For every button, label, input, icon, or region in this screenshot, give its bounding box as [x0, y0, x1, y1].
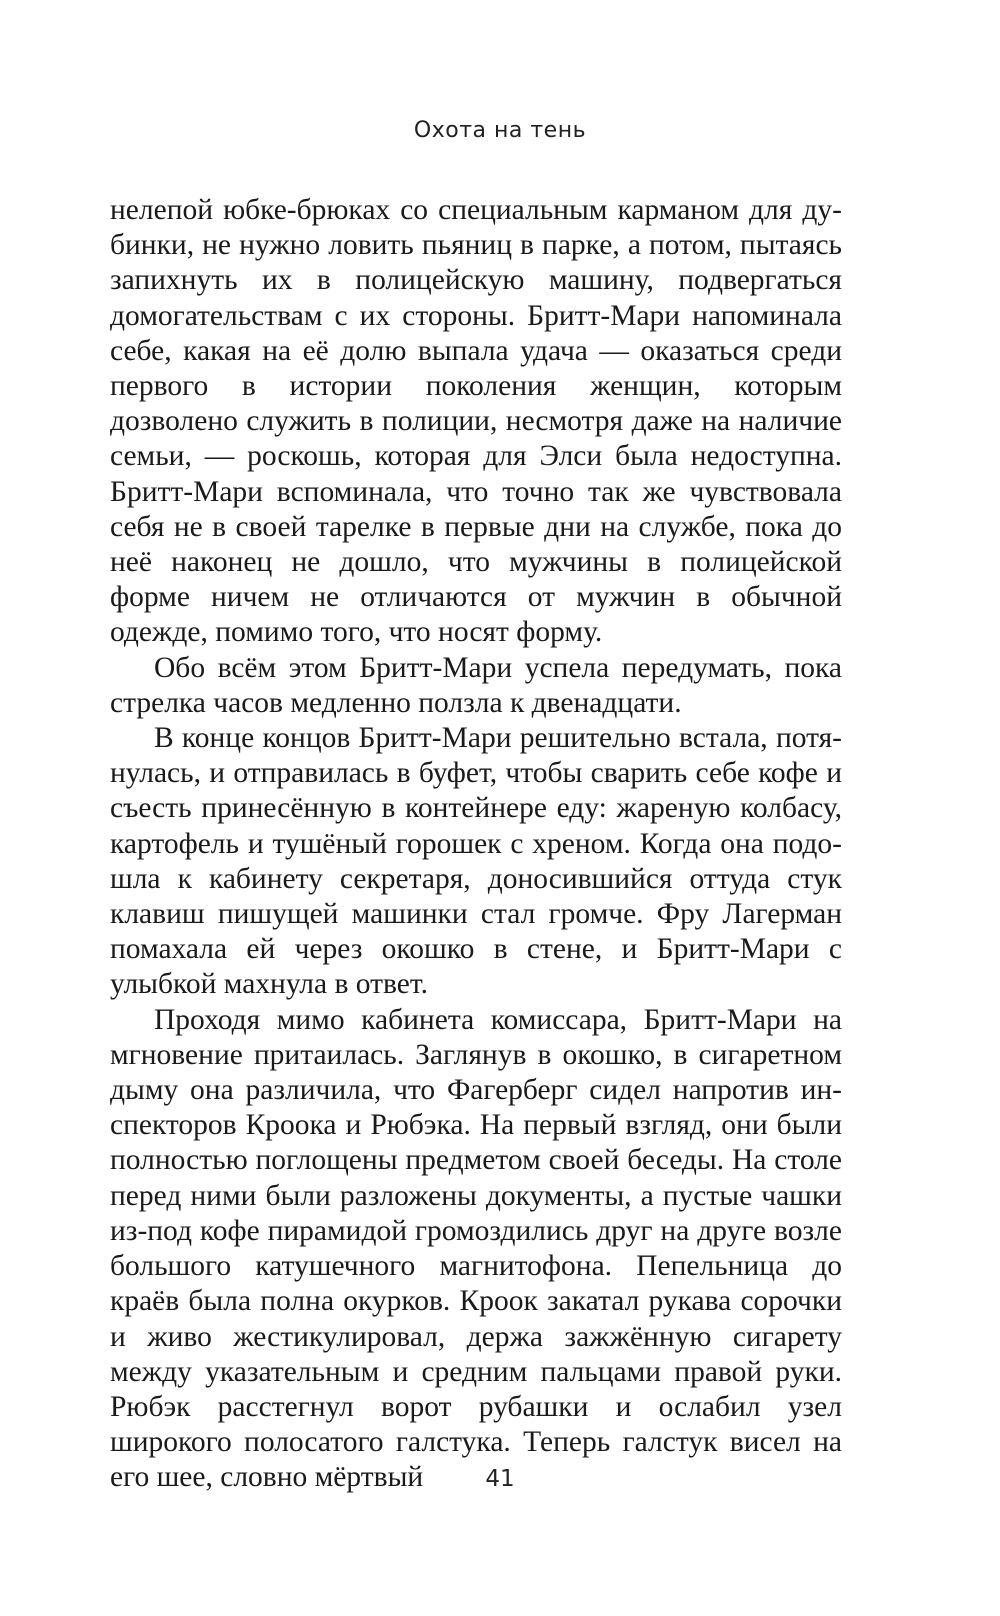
running-head: Охота на тень [413, 118, 587, 143]
paragraph-1: нелепой юбке-брюках со специальным карманом для дубинки, не нужно ловить пьяниц в парке, а потом, пытаясь запихнуть их в полицейскую машину, подвергаться домогательствам с их стороны. Бритт-Мари напоминала себе, какая на её долю выпала удача — оказаться среди первого в истории поколения женщин, которым дозволено служить в полиции, несмотря даже на наличие семьи, — роскошь, которая для Элси была недоступна. Бритт-Мари вспоминала, что точно так же чувствовала себя не в своей тарелке в первые дни на службе, пока до неё наконец не дошло, что мужчины в полицейской форме ничем не отличаются от мужчин в обычной одежде, помимо того, что носят форму. [110, 194, 842, 649]
page-number: 41 [485, 1466, 515, 1492]
paragraph-4: Проходя мимо кабинета комиссара, Бритт-Мари на мгновение притаилась. Заглянув в окошко, в сигаретном дыму она различила, что Фагерберг сидел напротив инспекторов Кроока и Рюбэка. На первый взгляд, они были полностью поглощены предметом своей беседы. На столе перед ними были разложены документы, а пустые чашки из-под кофе пирамидой громоздились друг на друге возле большого катушечного магнитофона. Пепельница до краёв была полна окурков. Кроок закатал рукава сорочки и живо жестикулировал, держа зажжённую сигарету между указательным и средним пальцами правой руки. Рюбэк расстегнул ворот рубашки и ослабил узел широкого полосатого галстука. Теперь галстук висел на его шее, словно мёртвый [110, 1003, 842, 1494]
paragraph-3: В конце концов Бритт-Мари решительно встала, потянулась, и отправилась в буфет, чтобы сварить себе кофе и съесть принесённую в контейнере еду: жареную колбасу, картофель и тушёный горошек с хреном. Когда она подошла к кабинету секретаря, доносившийся оттуда стук клавиш пишущей машинки стал громче. Фру Лагерман помахала ей через окошко в стене, и Бритт-Мари с улыбкой махнула в ответ. [110, 722, 842, 1001]
body-text [110, 193, 842, 1496]
paragraph-2: Обо всём этом Бритт-Мари успела передумать, пока стрелка часов медленно ползла к двенадцати. [110, 651, 842, 719]
